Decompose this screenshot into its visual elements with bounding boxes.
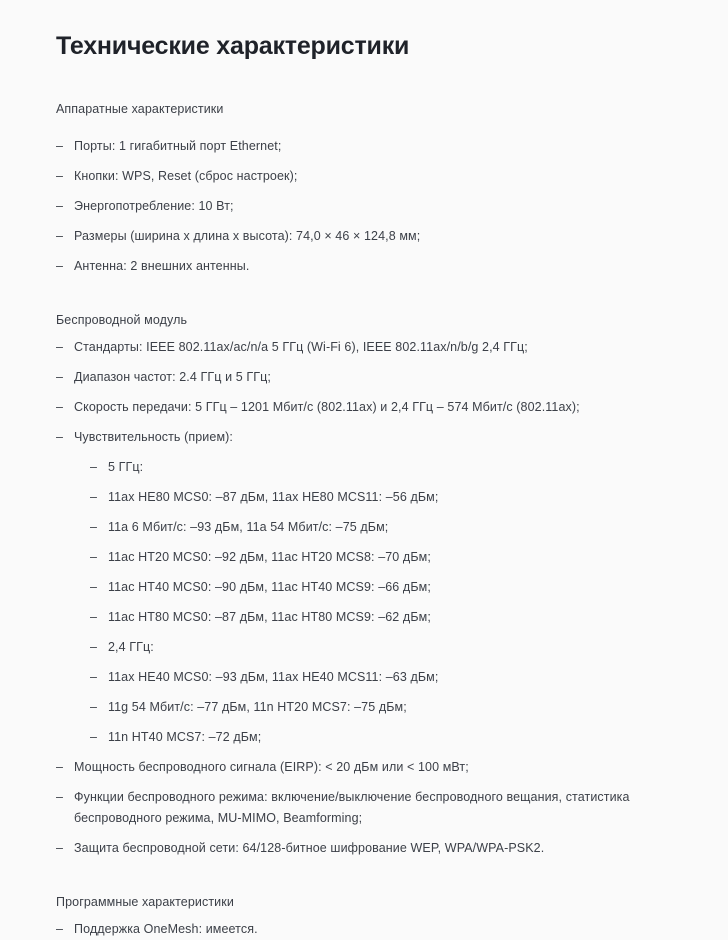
list-item [56, 787, 672, 829]
sub-list-item [90, 667, 672, 688]
list-item [56, 196, 672, 217]
sub-list-item [90, 607, 672, 628]
software-spec-list [56, 919, 672, 940]
list-item [56, 397, 672, 418]
list-item [56, 367, 672, 388]
dash-bullet-icon: – [56, 259, 64, 273]
section-wireless [56, 277, 672, 859]
dash-bullet-icon: – [90, 730, 98, 744]
list-item-text: Защита беспроводной сети: 64/128-битное шифрование WEP, WPA/WPA-PSK2. [74, 841, 545, 855]
list-item-text: Диапазон частот: 2.4 ГГц и 5 ГГц; [74, 370, 271, 384]
dash-bullet-icon: – [56, 229, 64, 243]
list-item-text: Кнопки: WPS, Reset (сброс настроек); [74, 169, 298, 183]
list-item-text: Размеры (ширина x длина x высота): 74,0 × 46 × 124,8 мм; [74, 229, 421, 243]
dash-bullet-icon: – [90, 460, 98, 474]
dash-bullet-icon: – [56, 340, 64, 354]
dash-bullet-icon: – [90, 670, 98, 684]
sub-list-item-text: 11a 6 Мбит/с: –93 дБм, 11a 54 Мбит/с: –75 дБм; [108, 520, 389, 534]
dash-bullet-icon: – [90, 640, 98, 654]
list-item [56, 919, 672, 940]
list-item-text: Антенна: 2 внешних антенны. [74, 259, 250, 273]
dash-bullet-icon: – [90, 580, 98, 594]
section-heading-software: Программные характеристики [56, 895, 234, 909]
list-item [56, 136, 672, 157]
sub-list-item-text: 11ac HT20 MCS0: –92 дБм, 11ac HT20 MCS8: –70 дБм; [108, 550, 431, 564]
wireless-spec-list [56, 337, 672, 859]
dash-bullet-icon: – [56, 400, 64, 414]
list-item-text: Функции беспроводного режима: включение/выключение беспроводного вещания, статистика беспроводного режима, MU-MIMO, Beamforming; [74, 790, 630, 825]
sub-list-item-text: 11ac HT80 MCS0: –87 дБм, 11ac HT80 MCS9: –62 дБм; [108, 610, 431, 624]
sub-list-item [90, 487, 672, 508]
list-item-text: Чувствительность (прием): [74, 430, 233, 444]
list-item [56, 337, 672, 358]
dash-bullet-icon: – [56, 790, 64, 804]
sub-list-item-text: 11ax HE80 MCS0: –87 дБм, 11ax HE80 MCS11: –56 дБм; [108, 490, 439, 504]
dash-bullet-icon: – [90, 520, 98, 534]
section-heading-wireless: Беспроводной модуль [56, 313, 188, 327]
hardware-spec-list [56, 136, 672, 277]
list-item-text: Мощность беспроводного сигнала (EIRP): < 20 дБм или < 100 мВт; [74, 760, 469, 774]
dash-bullet-icon: – [90, 490, 98, 504]
sub-list-item-text: 2,4 ГГц: [108, 640, 154, 654]
list-item-text: Энергопотребление: 10 Вт; [74, 199, 234, 213]
list-item-text: Порты: 1 гигабитный порт Ethernet; [74, 139, 282, 153]
sub-list-item-text: 11ac HT40 MCS0: –90 дБм, 11ac HT40 MCS9: –66 дБм; [108, 580, 431, 594]
dash-bullet-icon: – [90, 610, 98, 624]
dash-bullet-icon: – [56, 430, 64, 444]
dash-bullet-icon: – [56, 139, 64, 153]
sub-list-item-text: 11g 54 Мбит/с: –77 дБм, 11n HT20 MCS7: –75 дБм; [108, 700, 407, 714]
dash-bullet-icon: – [56, 922, 64, 936]
section-software [56, 859, 672, 940]
section-hardware [56, 62, 672, 277]
sub-list-item [90, 517, 672, 538]
sub-list-item [90, 547, 672, 568]
sensitivity-sub-list [74, 457, 672, 748]
sub-list-item-text: 5 ГГц: [108, 460, 144, 474]
list-item [56, 838, 672, 859]
dash-bullet-icon: – [56, 370, 64, 384]
sub-list-item [90, 637, 672, 658]
list-item-text: Скорость передачи: 5 ГГц – 1201 Мбит/с (802.11ax) и 2,4 ГГц – 574 Мбит/с (802.11ax); [74, 400, 580, 414]
sub-list-item [90, 697, 672, 718]
list-item [56, 166, 672, 187]
list-item-text: Поддержка OneMesh: имеется. [74, 922, 258, 936]
dash-bullet-icon: – [56, 199, 64, 213]
sub-list-item-text: 11n HT40 MCS7: –72 дБм; [108, 730, 262, 744]
section-heading-hardware: Аппаратные характеристики [56, 102, 224, 116]
sub-list-item-text: 11ax HE40 MCS0: –93 дБм, 11ax HE40 MCS11: –63 дБм; [108, 670, 439, 684]
list-item-text: Стандарты: IEEE 802.11ax/ac/n/a 5 ГГц (Wi-Fi 6), IEEE 802.11ax/n/b/g 2,4 ГГц; [74, 340, 528, 354]
sub-list-item [90, 727, 672, 748]
dash-bullet-icon: – [90, 550, 98, 564]
list-item [56, 256, 672, 277]
dash-bullet-icon: – [90, 700, 98, 714]
sub-list-item [90, 457, 672, 478]
dash-bullet-icon: – [56, 169, 64, 183]
page-title: Технические характеристики [56, 32, 410, 60]
sub-list-item [90, 577, 672, 598]
list-item [56, 757, 672, 778]
list-item-sensitivity [56, 427, 672, 748]
dash-bullet-icon: – [56, 760, 64, 774]
dash-bullet-icon: – [56, 841, 64, 855]
list-item [56, 226, 672, 247]
